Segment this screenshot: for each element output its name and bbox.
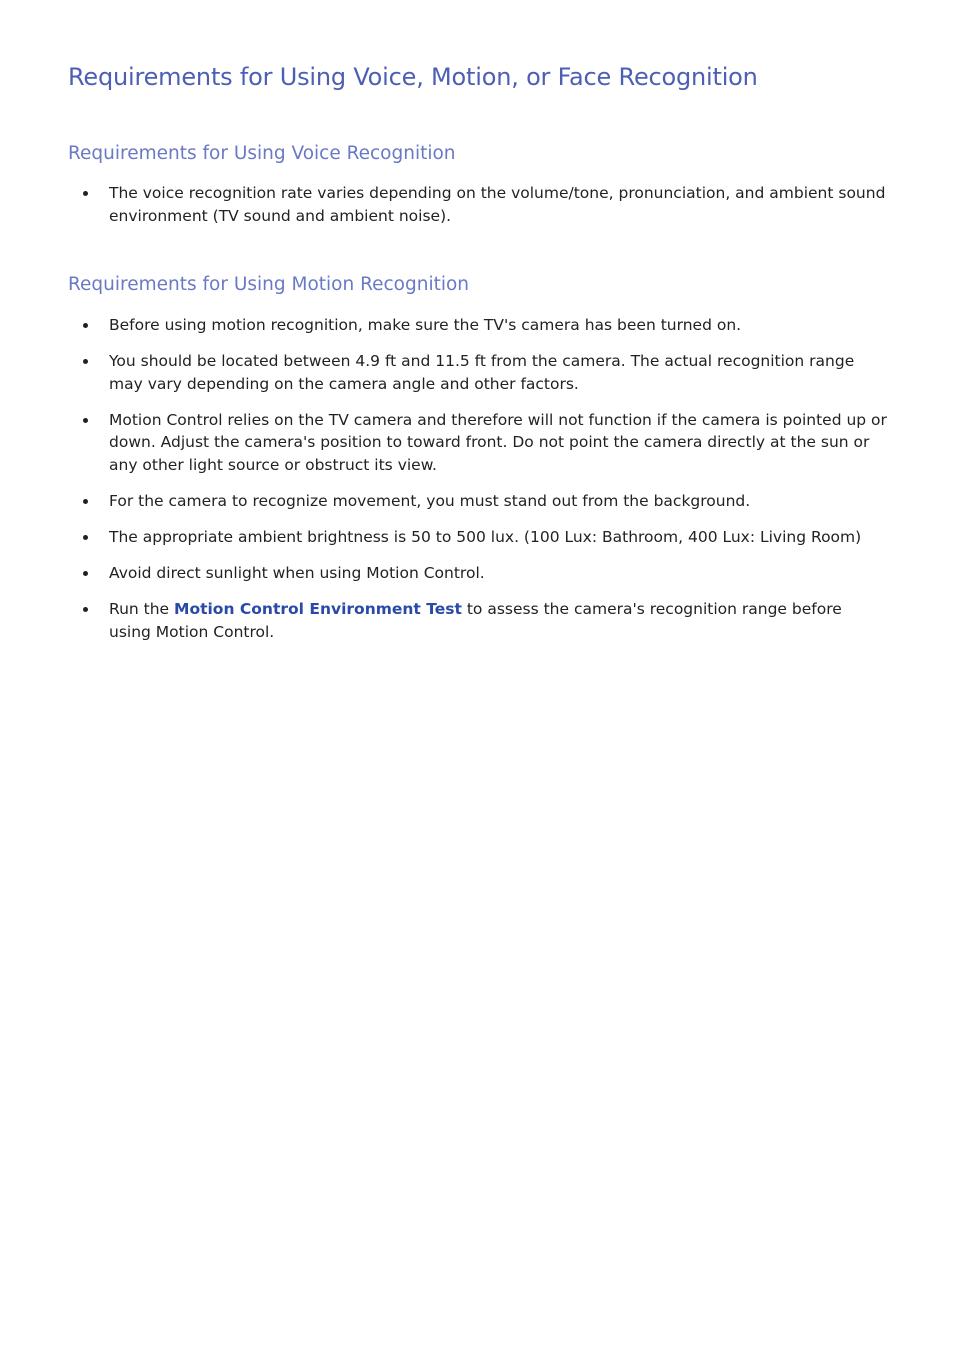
list-item: [68, 598, 888, 643]
list-item-text: The voice recognition rate varies depending on the volume/tone, pronunciation, and ambient sound environment (TV sound and ambient noise).: [109, 184, 886, 225]
voice-recognition-heading: Requirements for Using Voice Recognition: [68, 143, 456, 164]
bullet-icon: [83, 418, 88, 423]
motion-control-environment-test-link[interactable]: Motion Control Environment Test: [174, 600, 462, 619]
page-title: Requirements for Using Voice, Motion, or Face Recognition: [68, 63, 758, 91]
list-item-text: You should be located between 4.9 ft and 11.5 ft from the camera. The actual recognition range may vary depending on the camera angle and other factors.: [109, 352, 855, 393]
bullet-icon: [83, 499, 88, 504]
list-item: [68, 490, 888, 513]
bullet-icon: [83, 535, 88, 540]
voice-requirements-list: [68, 182, 888, 241]
list-item-text: Avoid direct sunlight when using Motion Control.: [109, 564, 485, 583]
list-item: [68, 350, 888, 395]
list-item-text: Motion Control relies on the TV camera and therefore will not function if the camera is pointed up or down. Adjust the camera's position to toward front. Do not point the camera directly at the sun or any other light source or obstruct its view.: [109, 410, 887, 475]
motion-recognition-heading: Requirements for Using Motion Recognition: [68, 274, 470, 295]
list-item: [68, 526, 888, 549]
bullet-icon: [83, 571, 88, 576]
bullet-icon: [83, 607, 88, 612]
list-item-text: Before using motion recognition, make sure the TV's camera has been turned on.: [109, 316, 742, 334]
list-item: [68, 409, 888, 477]
bullet-icon: [83, 191, 88, 196]
bullet-icon: [83, 359, 88, 364]
list-item: [68, 562, 888, 585]
list-item-text: The appropriate ambient brightness is 50 to 500 lux. (100 Lux: Bathroom, 400 Lux: Living Room): [109, 528, 862, 547]
list-item: [68, 314, 888, 337]
list-item: [68, 182, 888, 227]
list-item-text: For the camera to recognize movement, you must stand out from the background.: [109, 492, 751, 511]
bullet-icon: [83, 323, 88, 328]
list-item-prefix: Run the: [109, 600, 175, 619]
list-item-suffix: to assess the camera's recognition range before using Motion Control.: [109, 600, 842, 641]
motion-requirements-list: [68, 314, 888, 657]
